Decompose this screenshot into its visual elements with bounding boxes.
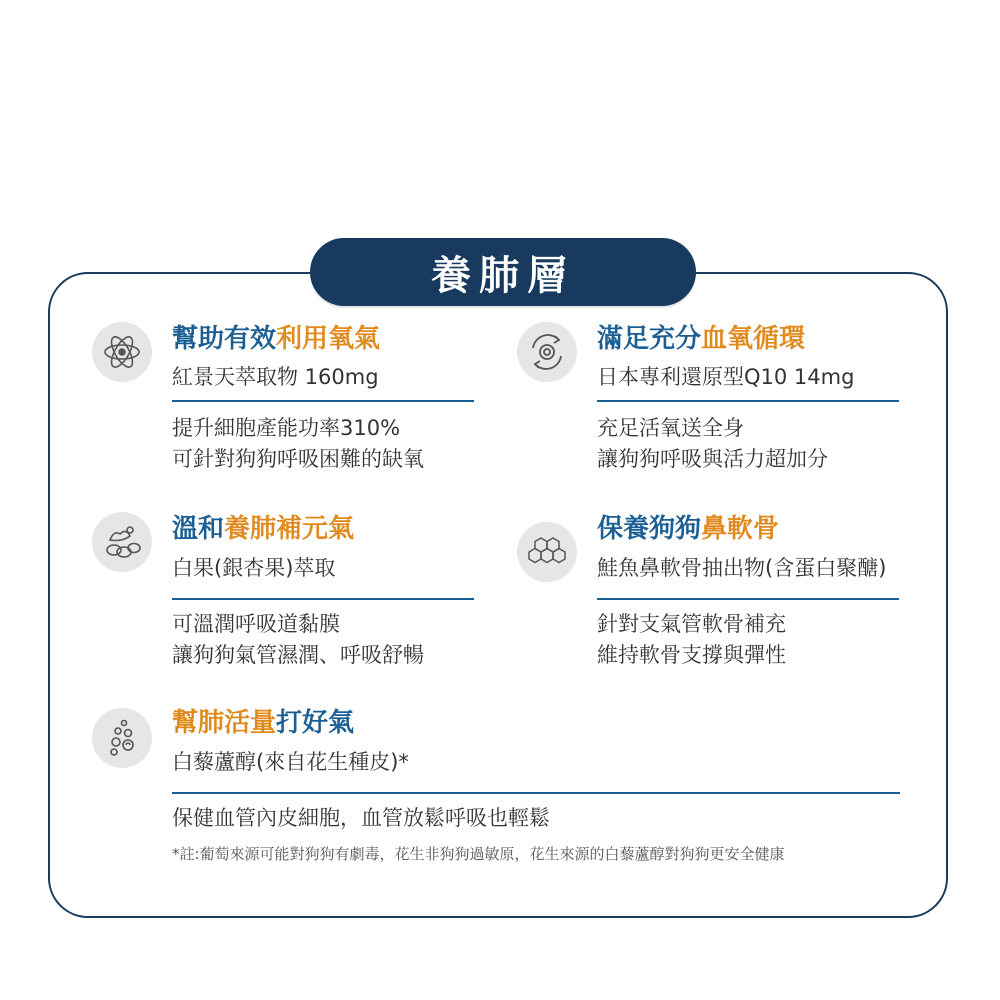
item-1-ingredient: 紅景天萃取物 160mg (172, 365, 379, 389)
item-4-divider (597, 598, 899, 600)
circulation-icon (517, 322, 577, 382)
item-3-heading (172, 508, 354, 545)
molecule-icon (517, 522, 577, 582)
item-4-heading-orange: 鼻軟骨 (701, 514, 780, 544)
item-2-benefit-2: 讓狗狗呼吸與活力超加分 (597, 447, 828, 471)
atom-icon (92, 322, 152, 382)
item-5-ingredient: 白藜蘆醇(來自花生種皮)* (172, 750, 409, 774)
item-4-heading (597, 508, 779, 545)
item-1-benefit-2: 可針對狗狗呼吸困難的缺氧 (172, 447, 424, 471)
item-5-heading-orange: 幫肺活量 (172, 708, 277, 738)
item-4-heading-blue: 保養狗狗 (597, 514, 702, 544)
item-3-ingredient: 白果(銀杏果)萃取 (172, 556, 336, 580)
item-4-benefit-1: 針對支氣管軟骨補充 (597, 612, 786, 636)
item-4-ingredient: 鮭魚鼻軟骨抽出物(含蛋白聚醣) (597, 556, 887, 580)
item-2-heading (597, 318, 805, 355)
item-3-divider (172, 598, 474, 600)
item-1-heading (172, 318, 380, 355)
item-2-ingredient: 日本專利還原型Q10 14mg (597, 365, 855, 389)
item-3-benefit-2: 讓狗狗氣管濕潤、呼吸舒暢 (172, 643, 424, 667)
item-2-heading-blue: 滿足充分 (597, 324, 702, 354)
item-3-benefit-1: 可溫潤呼吸道黏膜 (172, 612, 340, 636)
page-title: 養肺層 (431, 252, 575, 299)
item-1-divider (172, 400, 474, 402)
item-1-benefit-1: 提升細胞產能功率310% (172, 416, 401, 440)
ginkgo-icon (92, 512, 152, 572)
item-5-heading (172, 702, 354, 739)
footnote: *註:葡萄來源可能對狗狗有劇毒，花生非狗狗過敏原，花生來源的白藜蘆醇對狗狗更安全健康 (172, 845, 785, 863)
item-2-heading-orange: 血氧循環 (701, 324, 806, 354)
item-1-heading-orange: 利用氧氣 (276, 324, 381, 354)
bubbles-icon (92, 708, 152, 768)
item-5-heading-blue: 打好氣 (276, 708, 355, 738)
item-1-heading-blue: 幫助有效 (172, 324, 277, 354)
item-5-divider (172, 792, 900, 794)
item-3-heading-blue: 溫和 (172, 514, 225, 544)
item-5-benefit-1: 保健血管內皮細胞，血管放鬆呼吸也輕鬆 (172, 806, 550, 830)
item-4-benefit-2: 維持軟骨支撐與彈性 (597, 643, 786, 667)
item-2-benefit-1: 充足活氧送全身 (597, 416, 744, 440)
title-banner (310, 238, 696, 306)
item-2-divider (597, 400, 899, 402)
item-3-heading-orange: 養肺補元氣 (224, 514, 355, 544)
